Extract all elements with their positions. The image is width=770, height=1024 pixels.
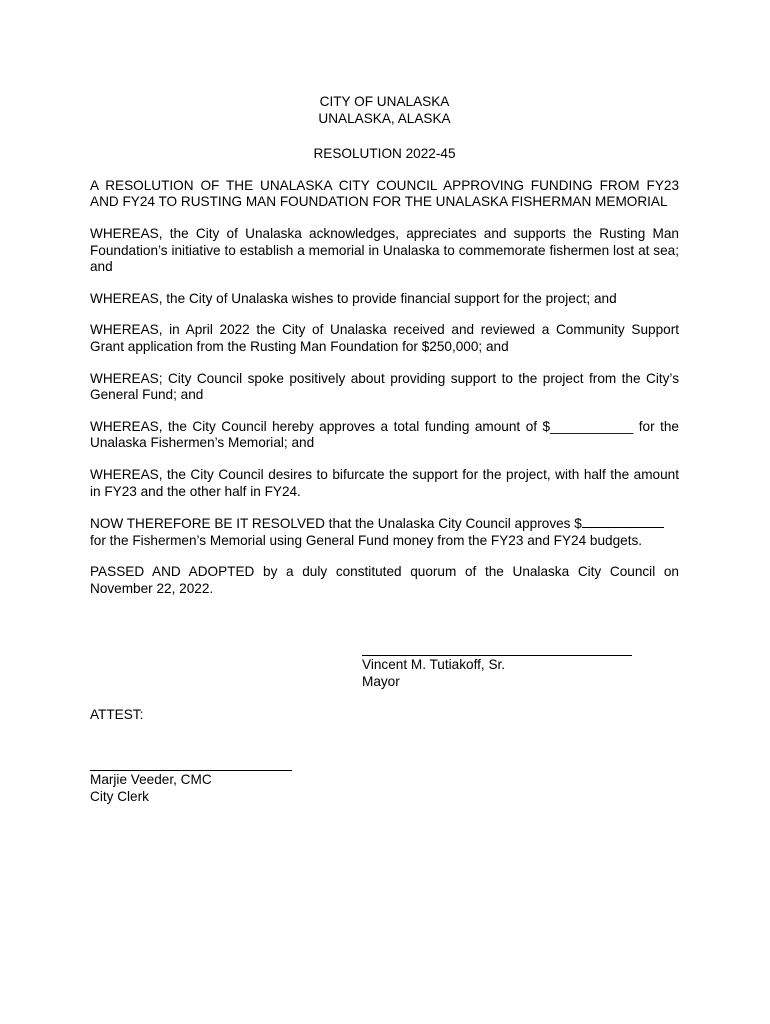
whereas-clause-bifurcate: WHEREAS, the City Council desires to bifurcate the support for the project, with half the amount in FY23 and the other half in FY24. [90, 466, 679, 499]
resolution-number: RESOLUTION 2022-45 [313, 146, 456, 162]
whereas-clause-funding-amount [90, 419, 679, 452]
whereas-clause-grant-application: WHEREAS, in April 2022 the City of Unalaska received and reviewed a Community Support Grant application from the Rusting Man Foundation for $250,000; and [90, 322, 679, 354]
attest-label: ATTEST: [90, 707, 144, 722]
whereas-clause-financial-support: WHEREAS, the City of Unalaska wishes to provide financial support for the project; and [90, 290, 617, 306]
resolved-clause [90, 515, 679, 549]
city-state: UNALASKA, ALASKA [318, 110, 451, 126]
mayor-signature-line [362, 655, 632, 656]
resolution-title: A RESOLUTION OF THE UNALASKA CITY COUNCIL APPROVING FUNDING FROM FY23 AND FY24 TO RUSTING MAN FOUNDATION FOR THE UNALASKA FISHERMAN MEMORIAL [90, 177, 679, 210]
resolved-text-before: NOW THEREFORE BE IT RESOLVED that the Unalaska City Council approves $ [90, 516, 582, 532]
clerk-signature-line [90, 770, 292, 771]
passed-adopted-clause: PASSED AND ADOPTED by a duly constituted quorum of the Unalaska City Council on November 22, 2022. [90, 564, 679, 596]
document-header [90, 94, 679, 127]
whereas-clause-acknowledge: WHEREAS, the City of Unalaska acknowledges, appreciates and supports the Rusting Man Foundation’s initiative to establish a memorial in Unalaska to commemorate fishermen lost at sea; and [90, 225, 679, 275]
clerk-signature-block [90, 770, 292, 805]
mayor-name: Vincent M. Tutiakoff, Sr. [362, 657, 506, 672]
funding-text-after: for the Unalaska Fishermen’s Memorial; and [90, 418, 679, 451]
mayor-signature-block [362, 655, 632, 690]
funding-amount-blank: ___________ [550, 418, 634, 434]
city-name: CITY OF UNALASKA [319, 94, 450, 109]
resolved-amount-blank [582, 515, 664, 528]
funding-text-before: WHEREAS, the City Council hereby approves a total funding amount of $ [90, 418, 551, 434]
resolved-text-after: for the Fishermen’s Memorial using General Fund money from the FY23 and FY24 budgets. [90, 532, 643, 548]
whereas-clause-general-fund: WHEREAS; City Council spoke positively about providing support to the project from the City’s General Fund; and [90, 370, 679, 403]
mayor-title: Mayor [362, 673, 400, 689]
resolution-body [90, 94, 679, 612]
clerk-name: Marjie Veeder, CMC [90, 772, 212, 787]
clerk-title: City Clerk [90, 788, 149, 804]
